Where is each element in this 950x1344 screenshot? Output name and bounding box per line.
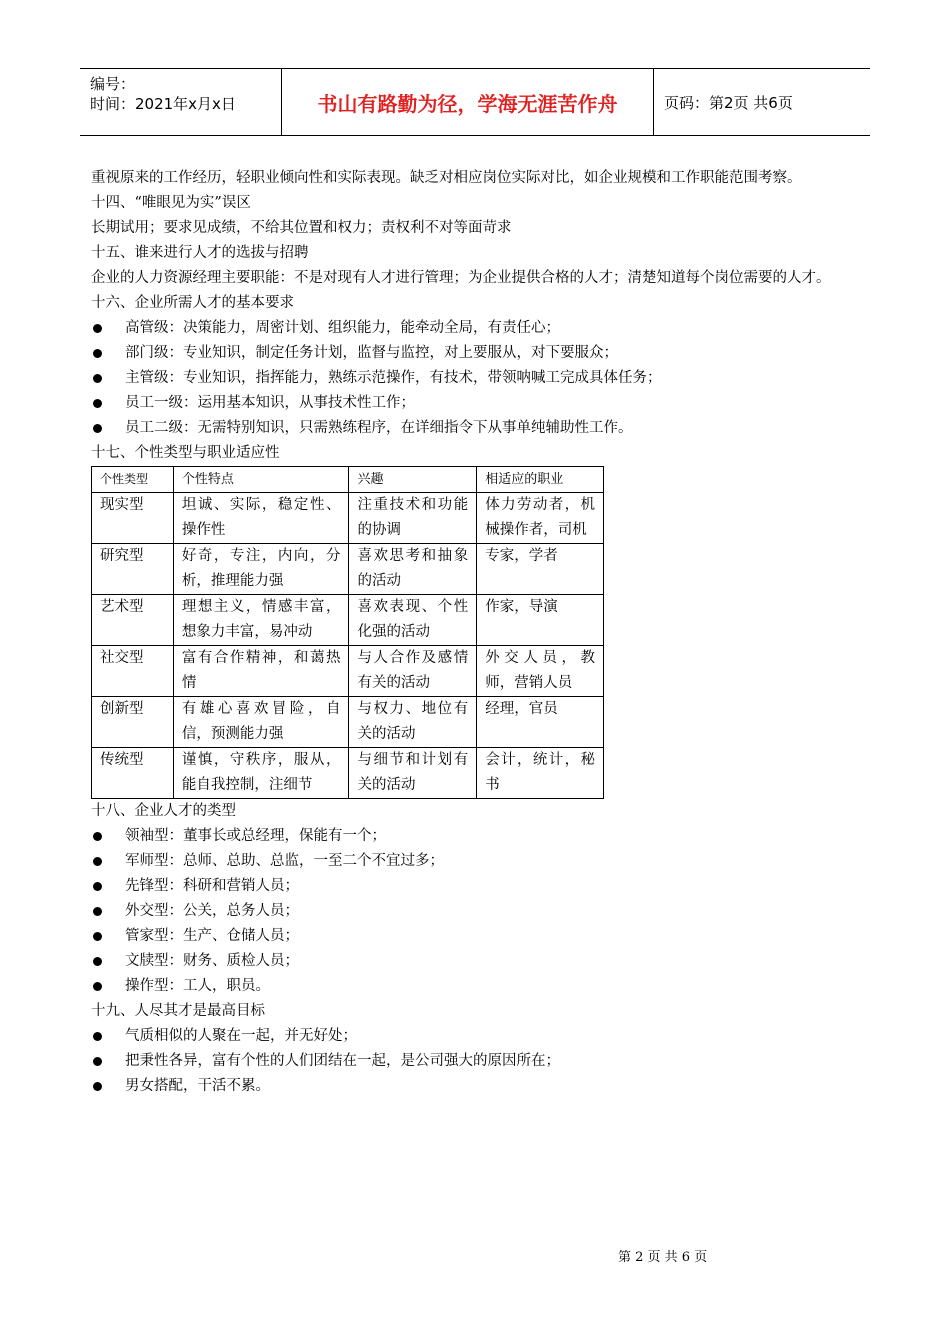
list-item: 文牍型：财务、质检人员；: [91, 949, 861, 974]
bullet-icon: [93, 374, 102, 383]
table-cell: 艺术型: [92, 595, 174, 646]
table-cell: 好奇，专注，内向，分析，推理能力强: [173, 544, 349, 595]
bullet-icon: [93, 882, 102, 891]
table-row: [92, 493, 604, 544]
table-cell: 经理，官员: [477, 697, 604, 748]
table-header-cell: 兴趣: [349, 467, 477, 493]
section-19-list: [91, 1024, 861, 1099]
bullet-icon: [93, 349, 102, 358]
document-number-label: 编号：: [90, 75, 136, 93]
list-item: 管家型：生产、仓储人员；: [91, 924, 861, 949]
table-cell: 社交型: [92, 646, 174, 697]
list-item: 领袖型：董事长或总经理，保能有一个；: [91, 824, 861, 849]
bullet-icon: [93, 1057, 102, 1066]
header-motto: 书山有路勤为径，学海无涯苦作舟: [282, 69, 654, 135]
section-17-title: 十七、个性类型与职业适应性: [91, 445, 280, 461]
table-row: [92, 646, 604, 697]
section-14-text: 长期试用；要求见成绩，不给其位置和权力；责权利不对等面苛求: [91, 220, 512, 236]
document-time: 时间：2021年x月x日: [90, 95, 236, 113]
table-cell: 研究型: [92, 544, 174, 595]
list-item: 主管级：专业知识，指挥能力，熟练示范操作，有技术，带领呐喊工完成具体任务；: [91, 366, 861, 391]
section-16-title: 十六、企业所需人才的基本要求: [91, 295, 294, 311]
list-item: 操作型：工人，职员。: [91, 974, 861, 999]
bullet-icon: [93, 957, 102, 966]
table-row: [92, 748, 604, 799]
table-cell: 与权力、地位有关的活动: [349, 697, 477, 748]
header-left-cell: [80, 69, 282, 135]
table-row: [92, 544, 604, 595]
table-header-cell: 个性类型: [92, 467, 174, 493]
bullet-icon: [93, 832, 102, 841]
table-header-row: [92, 467, 604, 493]
bullet-icon: [93, 1032, 102, 1041]
table-cell: 现实型: [92, 493, 174, 544]
footer-page-number: 第 2 页 共 6 页: [618, 1250, 708, 1265]
list-item: 部门级：专业知识，制定任务计划，监督与监控，对上要服从，对下要服众；: [91, 341, 861, 366]
table-header-cell: 个性特点: [173, 467, 349, 493]
table-cell: 与细节和计划有关的活动: [349, 748, 477, 799]
section-18-title: 十八、企业人才的类型: [91, 803, 236, 819]
section-15-text: 企业的人力资源经理主要职能：不是对现有人才进行管理；为企业提供合格的人才；清楚知道每个岗位需要的人才。: [91, 270, 831, 286]
table-cell: 谨慎，守秩序，服从，能自我控制，注细节: [173, 748, 349, 799]
list-item: 先锋型：科研和营销人员；: [91, 874, 861, 899]
table-cell: 专家，学者: [477, 544, 604, 595]
document-body: [91, 166, 861, 1099]
list-item: 外交型：公关，总务人员；: [91, 899, 861, 924]
table-cell: 与人合作及感情有关的活动: [349, 646, 477, 697]
table-cell: 理想主义，情感丰富，想象力丰富，易冲动: [173, 595, 349, 646]
table-cell: 创新型: [92, 697, 174, 748]
personality-career-table: [91, 466, 604, 799]
bullet-icon: [93, 324, 102, 333]
table-cell: 喜欢表现、个性化强的活动: [349, 595, 477, 646]
intro-paragraph: 重视原来的工作经历，轻职业倾向性和实际表现。缺乏对相应岗位实际对比，如企业规模和工作职能范围考察。: [91, 170, 802, 186]
list-item: 员工一级：运用基本知识，从事技术性工作；: [91, 391, 861, 416]
section-16-list: [91, 316, 861, 441]
list-item: 高管级：决策能力，周密计划、组织能力，能牵动全局，有责任心；: [91, 316, 861, 341]
list-item: 气质相似的人聚在一起，并无好处；: [91, 1024, 861, 1049]
list-item: 员工二级：无需特别知识，只需熟练程序，在详细指令下从事单纯辅助性工作。: [91, 416, 861, 441]
header-page-code: 页码：第2页 共6页: [664, 93, 793, 112]
table-cell: 有雄心喜欢冒险，自信，预测能力强: [173, 697, 349, 748]
bullet-icon: [93, 907, 102, 916]
section-18-list: [91, 824, 861, 999]
page-header: [80, 68, 870, 136]
bullet-icon: [93, 932, 102, 941]
list-item: 军师型：总师、总助、总监，一至二个不宜过多；: [91, 849, 861, 874]
bullet-icon: [93, 1082, 102, 1091]
bullet-icon: [93, 982, 102, 991]
list-item: 男女搭配，干活不累。: [91, 1074, 861, 1099]
bullet-icon: [93, 857, 102, 866]
table-cell: 作家，导演: [477, 595, 604, 646]
list-item: 把秉性各异，富有个性的人们团结在一起，是公司强大的原因所在；: [91, 1049, 861, 1074]
bullet-icon: [93, 424, 102, 433]
table-cell: 注重技术和功能的协调: [349, 493, 477, 544]
bullet-icon: [93, 399, 102, 408]
table-cell: 富有合作精神，和蔼热情: [173, 646, 349, 697]
section-19-title: 十九、人尽其才是最高目标: [91, 1003, 265, 1019]
section-15-title: 十五、谁来进行人才的选拔与招聘: [91, 245, 309, 261]
table-cell: 喜欢思考和抽象的活动: [349, 544, 477, 595]
table-cell: 会计，统计，秘书: [477, 748, 604, 799]
table-cell: 传统型: [92, 748, 174, 799]
table-row: [92, 697, 604, 748]
table-header-cell: 相适应的职业: [477, 467, 604, 493]
table-row: [92, 595, 604, 646]
section-14-title: 十四、“唯眼见为实”误区: [91, 195, 251, 211]
table-cell: 外交人员，教师，营销人员: [477, 646, 604, 697]
table-cell: 坦诚、实际，稳定性、操作性: [173, 493, 349, 544]
table-cell: 体力劳动者，机械操作者，司机: [477, 493, 604, 544]
